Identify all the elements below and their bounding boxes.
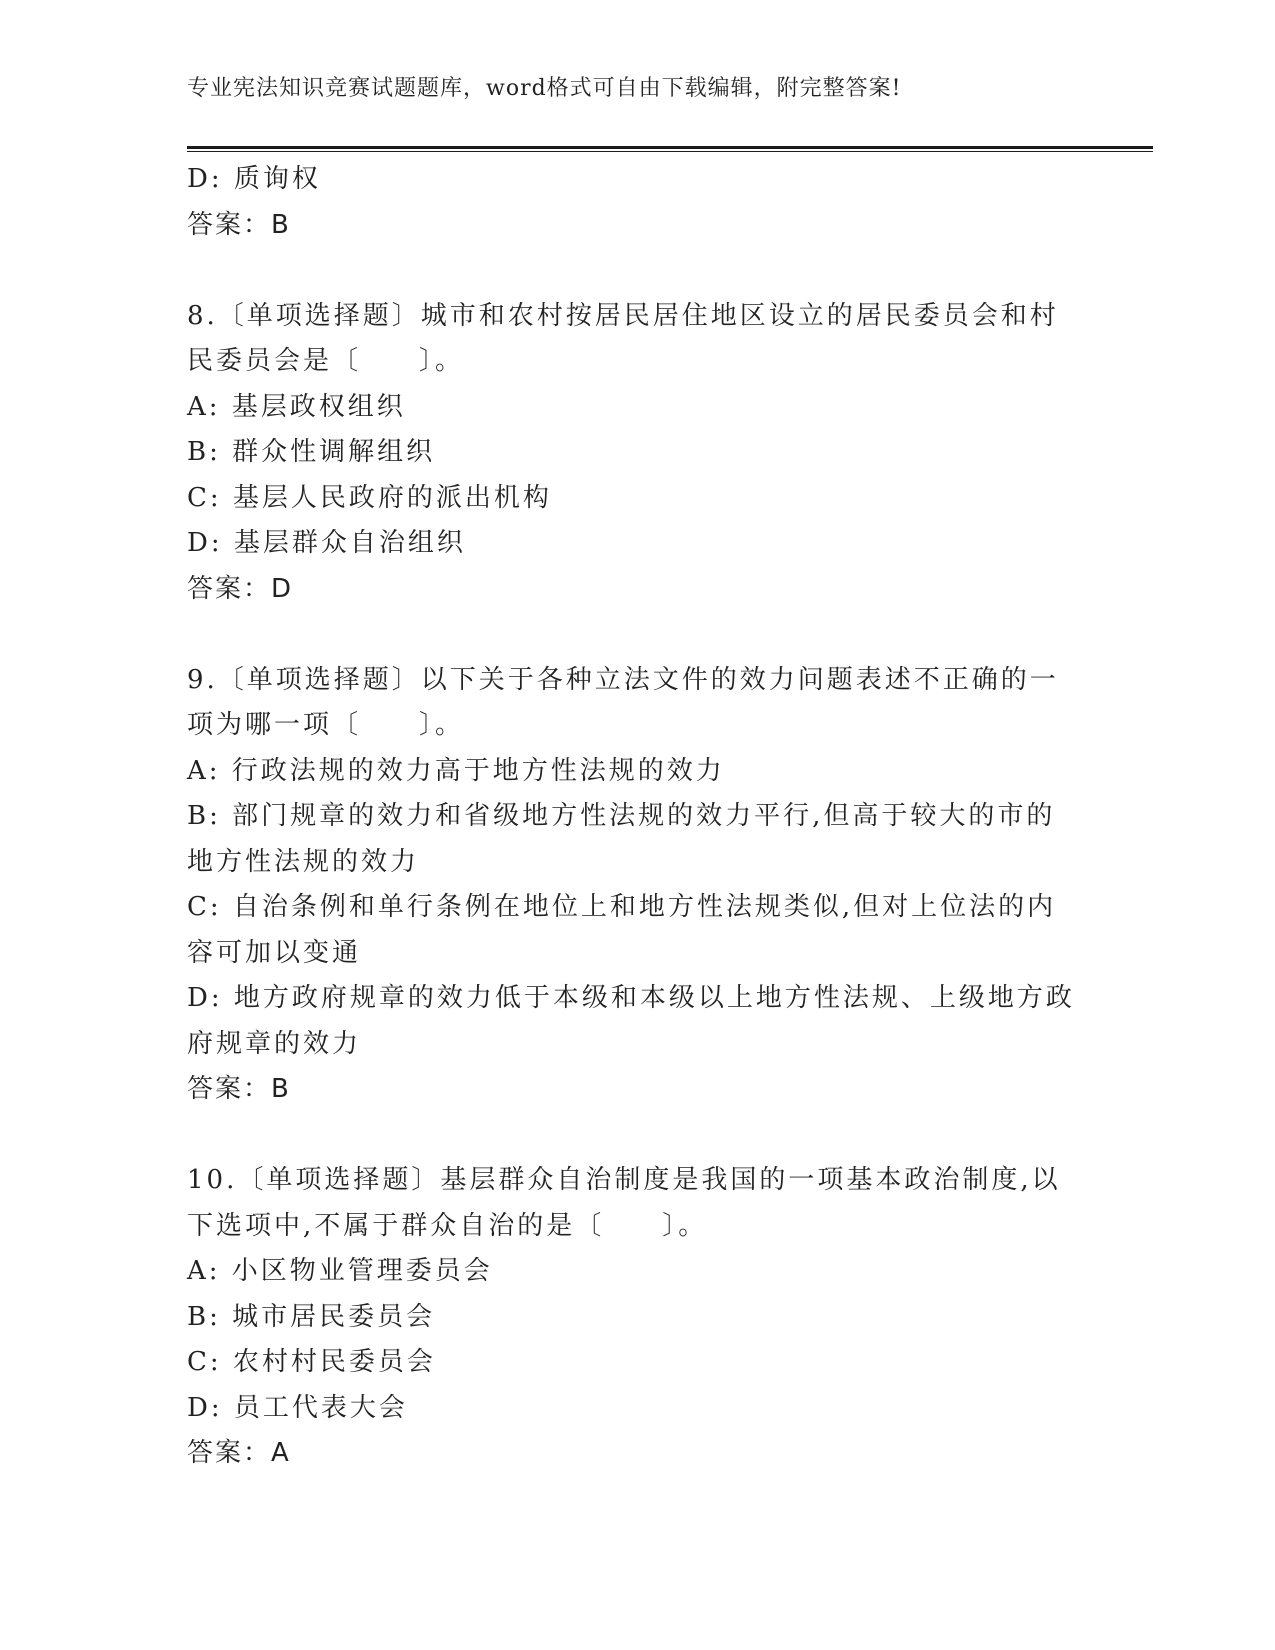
option-d-continued: 府规章的效力 xyxy=(187,1028,362,1059)
question-10 xyxy=(187,1158,1087,1477)
page-header: 专业宪法知识竞赛试题题库，word格式可自由下载编辑，附完整答案! xyxy=(187,76,902,101)
question-8 xyxy=(187,294,1087,613)
option-c: C: 农村村民委员会 xyxy=(187,1347,436,1377)
question-stem: 8.〔单项选择题〕城市和农村按居民居住地区设立的居民委员会和村 xyxy=(187,300,1059,331)
question-stem-continued: 项为哪一项〔 〕。 xyxy=(187,710,465,740)
question-9 xyxy=(187,658,1087,1113)
header-rule-thin xyxy=(187,151,1153,152)
option-b: B: 群众性调解组织 xyxy=(187,437,436,467)
answer: 答案：A xyxy=(187,1438,291,1468)
option-d: D: 基层群众自治组织 xyxy=(187,528,466,558)
option-a: A: 行政法规的效力高于地方性法规的效力 xyxy=(187,755,725,786)
spacer xyxy=(187,248,1087,294)
question-stem: 9.〔单项选择题〕以下关于各种立法文件的效力问题表述不正确的一 xyxy=(187,664,1059,695)
question-stem: 10.〔单项选择题〕基层群众自治制度是我国的一项基本政治制度,以 xyxy=(187,1165,1061,1195)
option-b: B: 城市居民委员会 xyxy=(187,1301,436,1332)
answer: 答案：D xyxy=(187,573,294,604)
prev-question-tail xyxy=(187,157,1087,248)
answer: 答案：B xyxy=(187,209,291,240)
option-b-continued: 地方性法规的效力 xyxy=(187,846,420,877)
option-d: D: 员工代表大会 xyxy=(187,1392,408,1423)
document-body xyxy=(187,157,1087,1477)
option-c-continued: 容可加以变通 xyxy=(187,937,362,968)
spacer xyxy=(187,1113,1087,1159)
option-a: A: 基层政权组织 xyxy=(187,391,406,422)
question-stem-continued: 下选项中,不属于群众自治的是〔 〕。 xyxy=(187,1210,708,1241)
answer: 答案：B xyxy=(187,1074,291,1104)
question-stem-continued: 民委员会是〔 〕。 xyxy=(187,346,465,376)
spacer xyxy=(187,612,1087,658)
option-d: D: 地方政府规章的效力低于本级和本级以上地方性法规、上级地方政 xyxy=(187,983,1075,1013)
option-c: C: 基层人民政府的派出机构 xyxy=(187,482,552,513)
option-c: C: 自治条例和单行条例在地位上和地方性法规类似,但对上位法的内 xyxy=(187,892,1057,922)
header-rule-thick xyxy=(187,146,1153,149)
option-b: B: 部门规章的效力和省级地方性法规的效力平行,但高于较大的市的 xyxy=(187,801,1056,831)
option-a: A: 小区物业管理委员会 xyxy=(187,1256,493,1286)
option-d: D: 质询权 xyxy=(187,164,321,194)
